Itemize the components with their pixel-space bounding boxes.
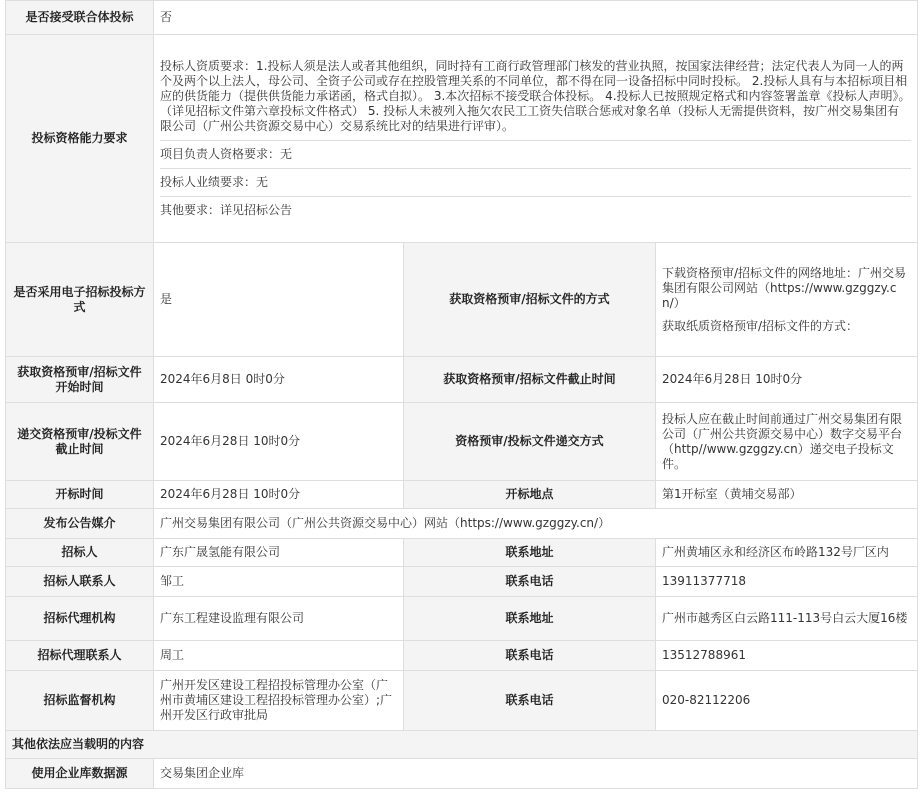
agency-phone-value: 13512788961 — [656, 641, 918, 671]
media-label: 发布公告媒介 — [6, 509, 154, 539]
opening-place-value: 第1开标室（黄埔交易部） — [656, 481, 918, 509]
tenderer-phone-label: 联系电话 — [404, 567, 656, 597]
electronic-value: 是 — [154, 243, 404, 357]
row-electronic — [6, 243, 918, 357]
obtain-end-value: 2024年6月28日 10时0分 — [656, 357, 918, 403]
download-address: 下载资格预审/招标文件的网络地址：广州交易集团有限公司网站（https://www.gzggzy.cn/） — [662, 265, 907, 310]
tenderer-phone-value: 13911377718 — [656, 567, 918, 597]
bidder-requirement: 投标人资质要求：1.投标人须是法人或者其他组织，同时持有工商行政管理部门核发的营业执照，按国家法律经营；法定代表人为同一人的两个及两个以上法人，母公司、全资子公司或存在控股管理关系的不同单位，都不得在同一设备招标中同时投标。 2.投标人具有与本招标项目相应的供货能力（提供供货能力承诺函，格式自拟）。 3.本次招标不接受联合体投标。 4.投标人已按照规定格式和内容签署盖章《投标人声明》。（详见招标文件第六章投标文件格式） 5. 投标人未被列入拖欠农民工工资失信联合惩戒对象名单（投标人无需提供资料，按广州交易集团有限公司（广州公共资源交易中心）交易系统比对的结果进行评审）。 — [160, 53, 911, 141]
supervisor-value: 广州开发区建设工程招投标管理办公室（广州市黄埔区建设工程招投标管理办公室）;广州开发区行政审批局 — [154, 671, 404, 731]
agency-label: 招标代理机构 — [6, 597, 154, 641]
row-obtain-time — [6, 357, 918, 403]
row-tenderer — [6, 539, 918, 567]
other-content-text: 其他依法应当载明的内容 — [12, 737, 145, 751]
obtain-start-label: 获取资格预审/招标文件开始时间 — [6, 357, 154, 403]
row-agency-contact — [6, 641, 918, 671]
obtain-start-value: 2024年6月8日 0时0分 — [154, 357, 404, 403]
row-media — [6, 509, 918, 539]
supervisor-phone-value: 020-82112206 — [656, 671, 918, 731]
row-qualification — [6, 35, 918, 243]
obtain-method-value — [656, 243, 918, 357]
other-content-label — [6, 731, 918, 759]
database-value: 交易集团企业库 — [154, 759, 918, 789]
obtain-end-label: 获取资格预审/招标文件截止时间 — [404, 357, 656, 403]
tenderer-address-value: 广州黄埔区永和经济区布岭路132号厂区内 — [656, 539, 918, 567]
agency-contact-value: 周工 — [154, 641, 404, 671]
database-label: 使用企业库数据源 — [6, 759, 154, 789]
agency-address-label: 联系地址 — [404, 597, 656, 641]
row-tenderer-contact — [6, 567, 918, 597]
row-other-content — [6, 731, 918, 759]
consortium-value: 否 — [154, 1, 918, 35]
agency-phone-label: 联系电话 — [404, 641, 656, 671]
row-consortium — [6, 1, 918, 35]
supervisor-phone-label: 联系电话 — [404, 671, 656, 731]
agency-value: 广东工程建设监理有限公司 — [154, 597, 404, 641]
opening-time-label: 开标时间 — [6, 481, 154, 509]
electronic-label: 是否采用电子招标投标方式 — [6, 243, 154, 357]
manager-requirement: 项目负责人资格要求：无 — [160, 141, 911, 169]
tender-info-table — [5, 0, 918, 789]
submit-deadline-value: 2024年6月28日 10时0分 — [154, 403, 404, 481]
paper-method: 获取纸质资格预审/招标文件的方式： — [662, 318, 859, 333]
opening-place-label: 开标地点 — [404, 481, 656, 509]
tenderer-contact-label: 招标人联系人 — [6, 567, 154, 597]
qualification-cell — [154, 35, 918, 243]
row-submit — [6, 403, 918, 481]
agency-contact-label: 招标代理联系人 — [6, 641, 154, 671]
row-opening — [6, 481, 918, 509]
media-value: 广州交易集团有限公司（广州公共资源交易中心）网站（https://www.gzggzy.cn/） — [154, 509, 918, 539]
other-requirement: 其他要求：详见招标公告 — [160, 203, 293, 217]
submit-deadline-label: 递交资格预审/投标文件截止时间 — [6, 403, 154, 481]
row-database — [6, 759, 918, 789]
performance-requirement: 投标人业绩要求：无 — [160, 169, 911, 197]
submit-method-label: 资格预审/投标文件递交方式 — [404, 403, 656, 481]
tenderer-label: 招标人 — [6, 539, 154, 567]
opening-time-value: 2024年6月28日 10时0分 — [154, 481, 404, 509]
tenderer-value: 广东广晟氢能有限公司 — [154, 539, 404, 567]
row-agency — [6, 597, 918, 641]
consortium-label: 是否接受联合体投标 — [6, 1, 154, 35]
tenderer-contact-value: 邹工 — [154, 567, 404, 597]
tenderer-address-label: 联系地址 — [404, 539, 656, 567]
qualification-label: 投标资格能力要求 — [6, 35, 154, 243]
submit-method-value: 投标人应在截止时间前通过广州交易集团有限公司（广州公共资源交易中心）数字交易平台（http//www.gzggzy.cn）递交电子投标文件。 — [656, 403, 918, 481]
row-supervisor — [6, 671, 918, 731]
agency-address-value: 广州市越秀区白云路111-113号白云大厦16楼 — [656, 597, 918, 641]
obtain-method-label: 获取资格预审/招标文件的方式 — [404, 243, 656, 357]
supervisor-label: 招标监督机构 — [6, 671, 154, 731]
